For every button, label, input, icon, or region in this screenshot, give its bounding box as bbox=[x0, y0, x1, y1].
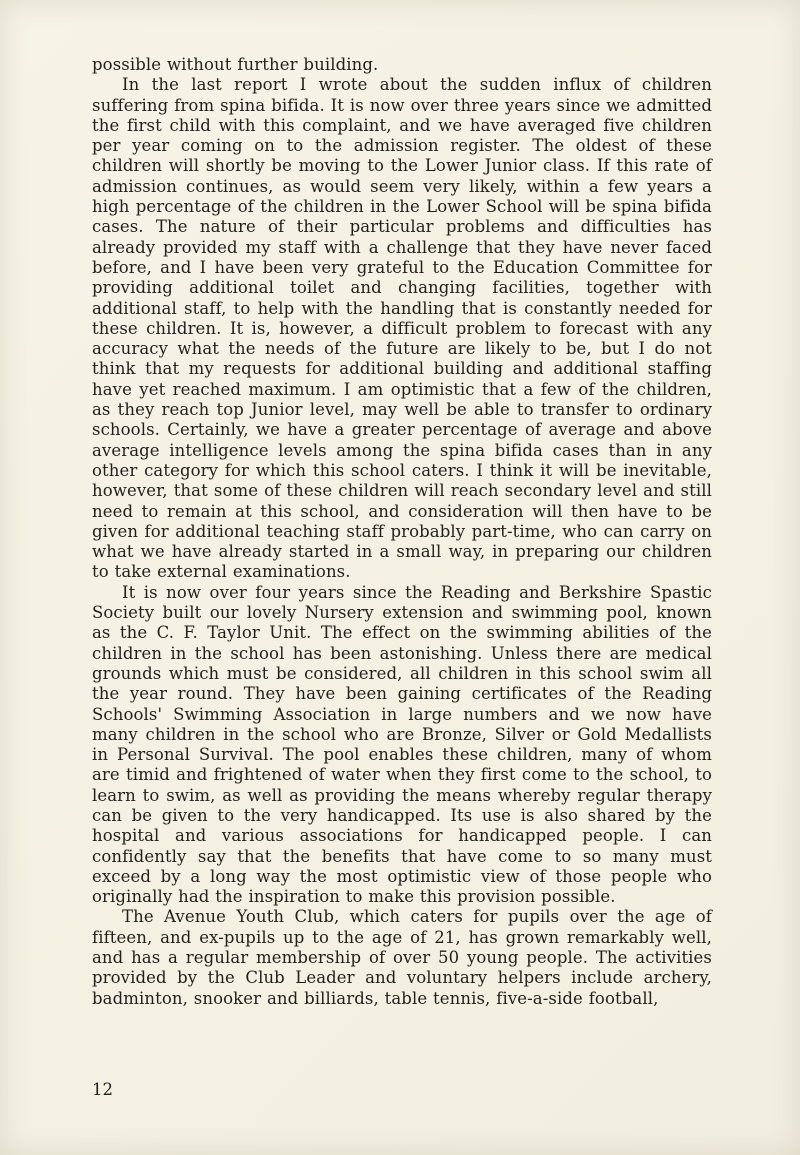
paragraph-youth-club: The Avenue Youth Club, which caters for pupils over the age of fifteen, and ex-pupils up to the age of 21, has grown remarkably well, and has a regular membership of over 50 young people. The activities provided by the Club Leader and voluntary helpers include archery, badminton, snooker and billiards, table tennis, five-a-side football, bbox=[92, 907, 712, 1008]
page-number: 12 bbox=[92, 1080, 113, 1099]
paragraph-continuation: possible without further building. bbox=[92, 55, 379, 74]
paragraph-spina-bifida: In the last report I wrote about the sudden influx of children suffering from spina bifida. It is now over three years since we admitted the first child with this complaint, and we have averaged five children per year coming on to the admission register. The oldest of these children will shortly be moving to the Lower Junior class. If this rate of admission continues, as would seem very likely, within a few years a high percentage of the children in the Lower School will be spina bifida cases. The nature of their particular problems and difficulties has already provided my staff with a challenge that they have never faced before, and I have been very grateful to the Education Committee for providing additional toilet and changing facilities, together with additional staff, to help with the handling that is constantly needed for these children. It is, however, a difficult problem to forecast with any accuracy what the needs of the future are likely to be, but I do not think that my requests for additional building and additional staffing have yet reached maximum. I am optimistic that a few of the children, as they reach top Junior level, may well be able to transfer to ordinary schools. Certainly, we have a greater percentage of average and above average intelligence levels among the spina bifida cases than in any other category for which this school caters. I think it will be inevitable, however, that some of these children will reach secondary level and still need to remain at this school, and consideration will then have to be given for additional teaching staff probably part-time, who can carry on what we have already started in a small way, in preparing our children to take external examinations. bbox=[92, 75, 712, 582]
paragraph-swimming-pool: It is now over four years since the Reading and Berkshire Spastic Society built our lovely Nursery extension and swimming pool, known as the C. F. Taylor Unit. The effect on the swimming abilities of the children in the school has been astonishing. Unless there are medical grounds which must be considered, all children in this school swim all the year round. They have been gaining certificates of the Reading Schools' Swimming Association in large numbers and we now have many children in the school who are Bronze, Silver or Gold Medallists in Personal Survival. The pool enables these children, many of whom are timid and frightened of water when they first come to the school, to learn to swim, as well as providing the means whereby regular therapy can be given to the very handicapped. Its use is also shared by the hospital and various associations for handicapped people. I can confidently say that the benefits that have come to so many must exceed by a long way the most optimistic view of those people who originally had the inspiration to make this provision possible. bbox=[92, 582, 712, 907]
body-text bbox=[92, 55, 712, 1009]
